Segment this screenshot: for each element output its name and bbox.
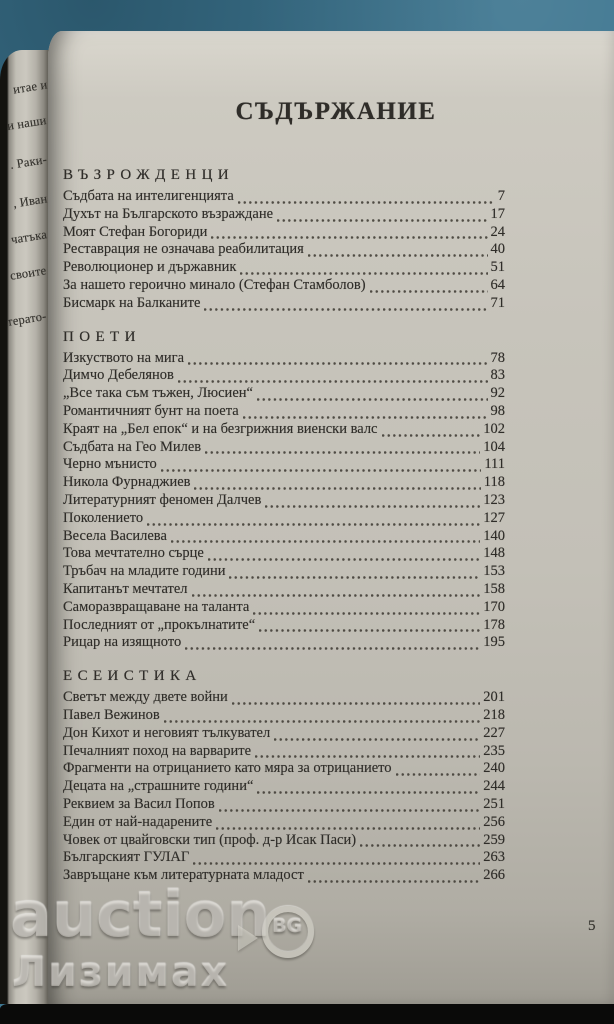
toc-entry — [63, 778, 505, 796]
entry-title: Краят на „Бел епок“ и на безгрижния виенски валс — [63, 420, 378, 437]
entry-title: Светът между двете войни — [63, 689, 228, 706]
entry-title: Капитанът мечтател — [63, 580, 188, 597]
toc-entry — [63, 456, 505, 474]
dot-leader — [188, 353, 487, 366]
entry-title: Рицар на изящното — [63, 634, 182, 651]
entry-title: Поколението — [63, 509, 144, 526]
facing-page-text-fragment: чатъка — [9, 227, 48, 247]
entry-title: Завръщане към литературната младост — [63, 867, 304, 884]
toc-entry — [63, 295, 505, 313]
watermark-badge-text: BG — [271, 915, 303, 937]
entry-page-number: 102 — [483, 420, 505, 437]
dot-leader — [370, 281, 488, 294]
dot-leader — [308, 245, 488, 258]
entry-title: Последният от „прокълнатите“ — [63, 616, 256, 633]
toc-entry — [63, 206, 505, 224]
toc-entry — [63, 599, 505, 617]
watermark-seller-name: Лизимах — [12, 948, 229, 996]
dot-leader — [382, 425, 481, 438]
toc-entry — [63, 849, 505, 867]
toc-entry — [63, 421, 505, 439]
toc-entry — [63, 385, 505, 403]
toc-entry — [63, 617, 505, 635]
toc-entry — [63, 528, 505, 546]
entry-page-number: 244 — [483, 778, 505, 795]
dot-leader — [171, 531, 480, 544]
dot-leader — [265, 496, 480, 509]
dot-leader — [255, 746, 480, 759]
entry-title: Реквием за Васил Попов — [63, 795, 215, 812]
entry-title: Това мечтателно сърце — [63, 545, 204, 562]
dot-leader — [161, 460, 482, 473]
toc-entry — [63, 510, 505, 528]
entry-page-number: 51 — [490, 259, 505, 276]
entry-title: Фрагменти на отрицанието като мяра за отрицанието — [63, 760, 392, 777]
entry-title: Реставрация не означава реабилитация — [63, 241, 304, 258]
toc-entry — [63, 796, 505, 814]
entry-page-number: 123 — [483, 491, 505, 508]
entry-title: Съдбата на Гео Милев — [63, 438, 202, 455]
entry-page-number: 92 — [490, 385, 505, 402]
dot-leader — [216, 818, 480, 831]
entry-title: Черно мънисто — [63, 456, 157, 473]
entry-title: Тръбач на младите години — [63, 563, 226, 580]
entry-page-number: 127 — [483, 509, 505, 526]
dot-leader — [259, 620, 480, 633]
entry-page-number: 178 — [483, 616, 505, 633]
dot-leader — [193, 853, 480, 866]
entry-page-number: 263 — [483, 849, 505, 866]
toc-entry — [63, 832, 505, 850]
toc-entry — [63, 439, 505, 457]
entry-title: За нашето героично минало (Стефан Стамболов) — [63, 276, 366, 293]
toc-entry — [63, 188, 505, 206]
entry-title: „Все така съм тъжен, Люсиен“ — [63, 385, 253, 402]
entry-page-number: 148 — [483, 545, 505, 562]
entry-page-number: 218 — [483, 706, 505, 723]
toc-entry — [63, 581, 505, 599]
dot-leader — [219, 800, 481, 813]
entry-page-number: 7 — [497, 188, 505, 204]
entry-title: Революционер и държавник — [63, 259, 237, 276]
entry-page-number: 40 — [490, 241, 505, 258]
entry-page-number: 104 — [483, 438, 505, 455]
dot-leader — [185, 638, 480, 651]
dot-leader — [396, 764, 481, 777]
entry-title: Българският ГУЛАГ — [63, 849, 190, 866]
toc-entry — [63, 259, 505, 277]
entry-title: Литературният феномен Далчев — [63, 491, 262, 508]
entry-title: Духът на Българското възраждане — [63, 205, 274, 222]
dot-leader — [243, 407, 488, 420]
section-heading: ПОЕТИ — [63, 328, 141, 345]
toc-entry — [63, 814, 505, 832]
dot-leader — [147, 514, 480, 527]
entry-page-number: 118 — [483, 474, 505, 491]
toc-entry — [63, 474, 505, 492]
entry-page-number: 227 — [483, 724, 505, 741]
folio-page-number: 5 — [588, 918, 596, 934]
entry-page-number: 195 — [483, 634, 505, 651]
dot-leader — [211, 227, 487, 240]
entry-page-number: 64 — [490, 276, 505, 293]
toc-entry — [63, 545, 505, 563]
entry-title: Саморазвращаване на таланта — [63, 598, 250, 615]
toc-entry — [63, 760, 505, 778]
toc-entry — [63, 492, 505, 510]
toc-entry — [63, 689, 505, 707]
entry-title: Дон Кихот и неговият тълкувател — [63, 724, 271, 741]
toc-entry — [63, 867, 505, 885]
entry-page-number: 170 — [483, 598, 505, 615]
dot-leader — [360, 835, 480, 848]
table-of-contents — [63, 167, 505, 885]
entry-page-number: 235 — [483, 742, 505, 759]
entry-title: Романтичният бунт на поета — [63, 402, 239, 419]
facing-page-edge — [0, 50, 52, 1004]
dot-leader — [164, 711, 481, 724]
facing-page-text-fragment: . Раки- — [8, 152, 48, 172]
facing-page-text-fragment: терато- — [6, 308, 48, 330]
entry-page-number: 140 — [483, 527, 505, 544]
dot-leader — [232, 693, 480, 706]
dot-leader — [208, 549, 480, 562]
toc-entry — [63, 241, 505, 259]
entry-title: Никола Фурнаджиев — [63, 474, 191, 491]
dot-leader — [204, 299, 487, 312]
dot-leader — [238, 192, 495, 205]
facing-page-text-fragment: итае и — [11, 77, 48, 97]
entry-page-number: 259 — [483, 831, 505, 848]
dot-leader — [277, 210, 487, 223]
entry-page-number: 158 — [483, 580, 505, 597]
dot-leader — [229, 567, 480, 580]
page-title: СЪДЪРЖАНИЕ — [235, 98, 437, 125]
entry-title: Печалният поход на варварите — [63, 742, 252, 759]
dot-leader — [274, 729, 480, 742]
photo-bottom-band — [0, 1004, 614, 1024]
toc-entry — [63, 403, 505, 421]
entry-page-number: 17 — [490, 205, 505, 222]
dot-leader — [178, 371, 488, 384]
dot-leader — [253, 603, 480, 616]
entry-page-number: 266 — [483, 867, 505, 884]
toc-entry — [63, 725, 505, 743]
entry-page-number: 98 — [490, 402, 505, 419]
entry-title: Човек от цвайговски тип (проф. д-р Исак Паси) — [63, 831, 357, 848]
entry-title: Децата на „страшните години“ — [63, 778, 254, 795]
entry-page-number: 251 — [483, 795, 505, 812]
section-heading: ЕСЕИСТИКА — [63, 668, 202, 685]
dot-leader — [308, 871, 480, 884]
dot-leader — [192, 585, 481, 598]
watermark-auction-text: auction — [10, 878, 271, 951]
section-heading: ВЪЗРОЖДЕНЦИ — [63, 167, 235, 183]
entry-page-number: 256 — [483, 813, 505, 830]
toc-entry — [63, 224, 505, 242]
facing-page-text-fragment: и наши — [6, 112, 48, 134]
entry-page-number: 240 — [483, 760, 505, 777]
entry-page-number: 111 — [484, 456, 505, 473]
entry-title: Изкуството на мига — [63, 349, 185, 366]
entry-title: Един от най-надарените — [63, 813, 213, 830]
facing-page-text-fragment: своите — [9, 263, 48, 283]
entry-title: Димчо Дебелянов — [63, 367, 174, 384]
dot-leader — [240, 263, 487, 276]
entry-page-number: 83 — [490, 367, 505, 384]
entry-title: Съдбата на интелигенцията — [63, 188, 234, 204]
toc-entry — [63, 707, 505, 725]
entry-title: Бисмарк на Балканите — [63, 294, 201, 311]
entry-title: Моят Стефан Богориди — [63, 223, 208, 240]
toc-entry — [63, 563, 505, 581]
entry-title: Павел Вежинов — [63, 706, 160, 723]
facing-page-text-fragment: , Иван — [11, 191, 48, 211]
dot-leader — [257, 782, 480, 795]
entry-page-number: 24 — [490, 223, 505, 240]
entry-page-number: 78 — [490, 349, 505, 366]
toc-entry — [63, 367, 505, 385]
toc-entry — [63, 634, 505, 652]
dot-leader — [257, 389, 488, 402]
entry-page-number: 153 — [483, 563, 505, 580]
toc-entry — [63, 277, 505, 295]
toc-entry — [63, 743, 505, 761]
entry-page-number: 71 — [490, 294, 505, 311]
entry-title: Весела Василева — [63, 527, 167, 544]
dot-leader — [194, 478, 480, 491]
entry-page-number: 201 — [483, 689, 505, 706]
dot-leader — [205, 442, 480, 455]
toc-entry — [63, 350, 505, 368]
